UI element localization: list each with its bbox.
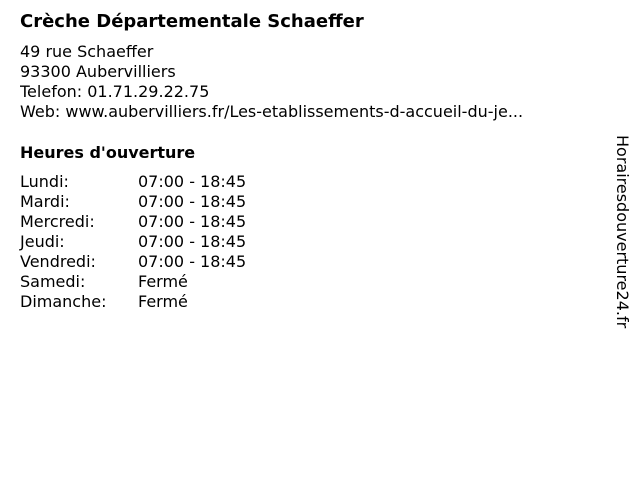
hours-time: Fermé <box>138 292 188 311</box>
hours-time: 07:00 - 18:45 <box>138 232 247 251</box>
website-link[interactable]: Web: www.aubervilliers.fr/Les-etablissements-d-accueil-du-je... <box>20 102 524 121</box>
place-name: Crèche Départementale Schaeffer <box>20 11 364 32</box>
hours-row-thursday <box>20 232 600 252</box>
hours-day: Dimanche: <box>20 292 107 311</box>
hours-time: 07:00 - 18:45 <box>138 172 247 191</box>
hours-time: 07:00 - 18:45 <box>138 192 247 211</box>
hours-day: Jeudi: <box>20 232 65 251</box>
hours-day: Lundi: <box>20 172 69 191</box>
address-city: 93300 Aubervilliers <box>20 62 176 81</box>
hours-day: Mercredi: <box>20 212 95 231</box>
hours-time: 07:00 - 18:45 <box>138 252 247 271</box>
hours-row-wednesday <box>20 212 600 232</box>
hours-time: 07:00 - 18:45 <box>138 212 247 231</box>
hours-row-tuesday <box>20 192 600 212</box>
hours-row-sunday <box>20 292 600 312</box>
hours-row-saturday <box>20 272 600 292</box>
address-street: 49 rue Schaeffer <box>20 42 154 61</box>
hours-day: Mardi: <box>20 192 70 211</box>
hours-day: Vendredi: <box>20 252 96 271</box>
hours-time: Fermé <box>138 272 188 291</box>
address-block <box>20 42 600 122</box>
web-line <box>20 102 600 122</box>
hours-title: Heures d'ouverture <box>20 143 196 162</box>
site-branding: Horairesdouverture24.fr <box>613 135 632 329</box>
place-card <box>20 10 600 312</box>
hours-day: Samedi: <box>20 272 86 291</box>
hours-table <box>20 172 600 312</box>
hours-row-monday <box>20 172 600 192</box>
hours-row-friday <box>20 252 600 272</box>
phone-line: Telefon: 01.71.29.22.75 <box>20 82 210 101</box>
